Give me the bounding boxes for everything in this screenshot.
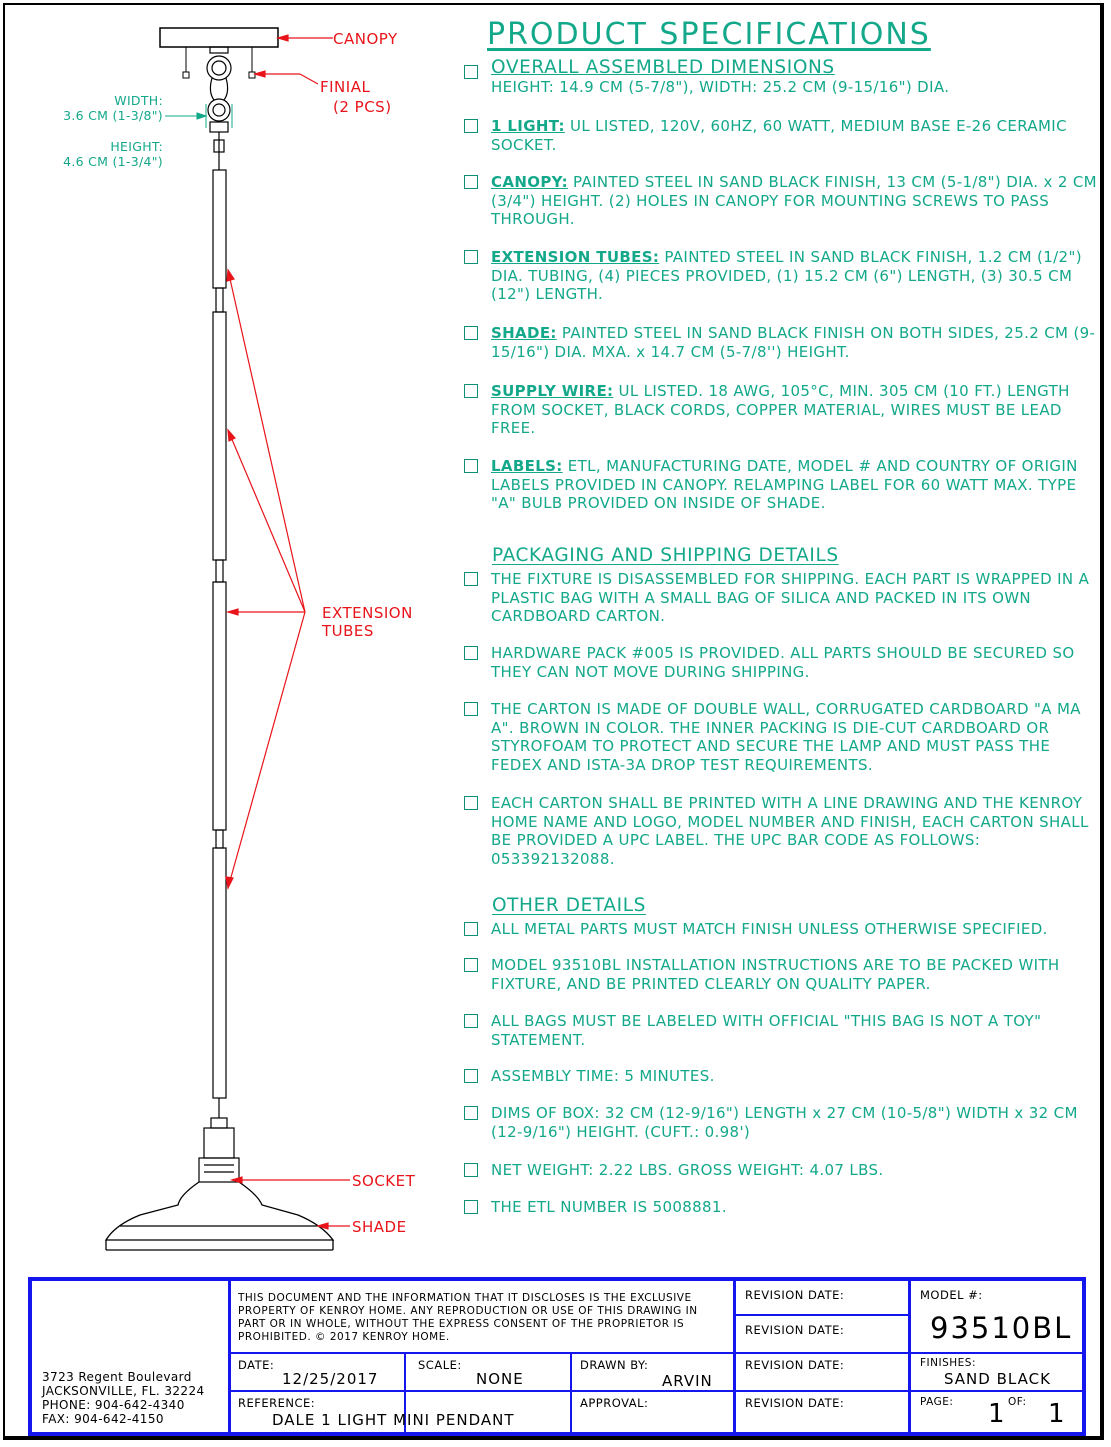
checkbox[interactable] bbox=[464, 646, 478, 660]
finial-screws bbox=[183, 47, 255, 78]
page-label: PAGE: bbox=[920, 1396, 954, 1408]
finial-qty-label: (2 PCS) bbox=[333, 98, 392, 116]
finial-label: FINIAL bbox=[320, 78, 371, 96]
socket-label: SOCKET bbox=[352, 1172, 416, 1190]
other-heading: OTHER DETAILS bbox=[492, 895, 646, 916]
shade-keyword: SHADE: bbox=[491, 324, 557, 342]
shade-label: SHADE bbox=[352, 1218, 407, 1236]
tb-divider bbox=[733, 1352, 908, 1354]
model-number: 93510BL bbox=[930, 1311, 1073, 1345]
tb-divider bbox=[733, 1277, 736, 1436]
other-text: ALL METAL PARTS MUST MATCH FINISH UNLESS OTHERWISE SPECIFIED. bbox=[491, 920, 1048, 938]
other-item bbox=[464, 1067, 1104, 1086]
spec-labels bbox=[464, 457, 1104, 513]
tb-divider bbox=[733, 1314, 908, 1316]
packaging-heading: PACKAGING AND SHIPPING DETAILS bbox=[492, 545, 839, 566]
packaging-text: HARDWARE PACK #005 IS PROVIDED. ALL PARTS SHOULD BE SECURED SO THEY CAN NOT MOVE DURING SHIPPING. bbox=[491, 644, 1075, 681]
checkbox[interactable] bbox=[464, 119, 478, 133]
labels-text: ETL, MANUFACTURING DATE, MODEL # AND COUNTRY OF ORIGIN LABELS PROVIDED IN CANOPY. RELAMPING LABEL FOR 60 WATT MAX. TYPE "A" BULB PROVIDED ON INSIDE OF SHADE. bbox=[491, 457, 1078, 513]
other-item bbox=[464, 1161, 1104, 1180]
address-line: 3723 Regent Boulevard bbox=[42, 1370, 192, 1384]
wire-text: UL LISTED. 18 AWG, 105°C, MIN. 305 CM (10 FT.) LENGTH FROM SOCKET, BLACK CORDS, COPPER MATERIAL, WIRES MUST BE LEAD FREE. bbox=[491, 382, 1070, 438]
tb-border-right bbox=[1082, 1277, 1086, 1436]
checkbox[interactable] bbox=[464, 384, 478, 398]
tb-border-bottom bbox=[28, 1432, 1086, 1436]
checkbox[interactable] bbox=[464, 250, 478, 264]
spec-canopy bbox=[464, 173, 1104, 229]
width-label bbox=[20, 93, 163, 123]
packaging-text: EACH CARTON SHALL BE PRINTED WITH A LINE DRAWING AND THE KENROY HOME NAME AND LOGO, MODEL NUMBER AND FINISH, EACH CARTON SHALL BE PROVIDED A UPC LABEL. THE UPC BAR CODE AS FOLLOWS: 053392132088. bbox=[491, 794, 1089, 868]
drawn-by-value: ARVIN bbox=[662, 1372, 713, 1390]
phone: PHONE: 904-642-4340 bbox=[42, 1398, 185, 1412]
tb-divider bbox=[228, 1352, 736, 1354]
checkbox[interactable] bbox=[464, 922, 478, 936]
packaging-item bbox=[464, 570, 1104, 626]
other-item bbox=[464, 1198, 1104, 1217]
tb-divider bbox=[228, 1390, 736, 1392]
checkbox[interactable] bbox=[464, 572, 478, 586]
spec-overall bbox=[464, 59, 1104, 96]
light-keyword: 1 LIGHT: bbox=[491, 117, 565, 135]
shade-text: PAINTED STEEL IN SAND BLACK FINISH ON BOTH SIDES, 25.2 CM (9-15/16") DIA. MXA. x 14.7 CM (5-7/8'') HEIGHT. bbox=[491, 324, 1096, 361]
other-text: ALL BAGS MUST BE LABELED WITH OFFICIAL "THIS BAG IS NOT A TOY" STATEMENT. bbox=[491, 1012, 1042, 1049]
packaging-text: THE CARTON IS MADE OF DOUBLE WALL, CORRUGATED CARDBOARD "A MA A". BROWN IN COLOR. THE INNER PACKING IS DIE-CUT CARDBOARD OR STYROFOAM TO PROTECT AND SECURE THE LAMP AND MUST PASS THE FEDEX AND ISTA-3A DROP TEST REQUIREMENTS. bbox=[491, 700, 1081, 774]
checkbox[interactable] bbox=[464, 958, 478, 972]
other-item bbox=[464, 956, 1104, 993]
tb-border-left bbox=[28, 1277, 32, 1436]
extension-label-line2: TUBES bbox=[322, 622, 374, 640]
other-text: DIMS OF BOX: 32 CM (12-9/16") LENGTH x 27 CM (10-5/8") WIDTH x 32 CM (12-9/16") HEIGHT. (CUFT.: 0.98') bbox=[491, 1104, 1078, 1141]
width-label-text: WIDTH: bbox=[114, 93, 163, 108]
packaging-item bbox=[464, 794, 1104, 868]
overall-heading: OVERALL ASSEMBLED DIMENSIONS bbox=[491, 57, 835, 78]
checkbox[interactable] bbox=[464, 1106, 478, 1120]
width-value: 3.6 CM (1-3/8") bbox=[63, 108, 163, 123]
checkbox[interactable] bbox=[464, 326, 478, 340]
reference-value: DALE 1 LIGHT MINI PENDANT bbox=[272, 1411, 515, 1429]
date-label: DATE: bbox=[238, 1358, 275, 1372]
revision-date-label: REVISION DATE: bbox=[745, 1396, 845, 1410]
page-total: 1 bbox=[1048, 1399, 1066, 1429]
shade-shape bbox=[106, 1182, 333, 1250]
checkbox[interactable] bbox=[464, 459, 478, 473]
revision-date-label: REVISION DATE: bbox=[745, 1288, 845, 1302]
finishes-label: FINISHES: bbox=[920, 1357, 976, 1369]
height-value: 4.6 CM (1-3/4") bbox=[63, 154, 163, 169]
tb-divider bbox=[228, 1277, 231, 1436]
wire-keyword: SUPPLY WIRE: bbox=[491, 382, 614, 400]
spec-light bbox=[464, 117, 1104, 154]
scale-value: NONE bbox=[476, 1370, 524, 1388]
canopy-shape bbox=[160, 28, 278, 47]
labels-keyword: LABELS: bbox=[491, 457, 563, 475]
other-text: MODEL 93510BL INSTALLATION INSTRUCTIONS ARE TO BE PACKED WITH FIXTURE, AND BE PRINTED CLEARLY ON QUALITY PAPER. bbox=[491, 956, 1060, 993]
extension-tubes-label bbox=[322, 604, 413, 640]
revision-date-label: REVISION DATE: bbox=[745, 1323, 845, 1337]
canopy-label: CANOPY bbox=[333, 30, 398, 48]
extension-text: PAINTED STEEL IN SAND BLACK FINISH, 1.2 CM (1/2") DIA. TUBING, (4) PIECES PROVIDED, (1) 15.2 CM (6") LENGTH, (3) 30.5 CM (12") LENGTH. bbox=[491, 248, 1082, 304]
checkbox[interactable] bbox=[464, 1014, 478, 1028]
other-text: NET WEIGHT: 2.22 LBS. GROSS WEIGHT: 4.07 LBS. bbox=[491, 1161, 884, 1179]
checkbox[interactable] bbox=[464, 1069, 478, 1083]
other-item bbox=[464, 1012, 1104, 1049]
reference-label: REFERENCE: bbox=[238, 1396, 316, 1410]
other-text: ASSEMBLY TIME: 5 MINUTES. bbox=[491, 1067, 715, 1085]
drawn-by-label: DRAWN BY: bbox=[580, 1358, 649, 1372]
height-label bbox=[20, 139, 163, 169]
tb-divider bbox=[908, 1277, 911, 1436]
checkbox[interactable] bbox=[464, 1163, 478, 1177]
tb-divider bbox=[908, 1352, 1086, 1354]
packaging-text: THE FIXTURE IS DISASSEMBLED FOR SHIPPING. EACH PART IS WRAPPED IN A PLASTIC BAG WITH A SMALL BAG OF SILICA AND PACKED IN ITS OWN CARDBOARD CARTON. bbox=[491, 570, 1090, 626]
light-text: UL LISTED, 120V, 60HZ, 60 WATT, MEDIUM BASE E-26 CERAMIC SOCKET. bbox=[491, 117, 1067, 154]
canopy-keyword: CANOPY: bbox=[491, 173, 568, 191]
other-item bbox=[464, 920, 1104, 939]
spec-extension bbox=[464, 248, 1104, 304]
page-title: PRODUCT SPECIFICATIONS bbox=[487, 17, 931, 52]
of-label: OF: bbox=[1008, 1396, 1027, 1408]
address-line: JACKSONVILLE, FL. 32224 bbox=[42, 1384, 205, 1398]
canopy-text: PAINTED STEEL IN SAND BLACK FINISH, 13 CM (5-1/8") DIA. x 2 CM (3/4") HEIGHT. (2) HOLES IN CANOPY FOR MOUNTING SCREWS TO PASS THROUGH. bbox=[491, 173, 1097, 229]
packaging-item bbox=[464, 700, 1104, 774]
height-label-text: HEIGHT: bbox=[110, 139, 163, 154]
overall-text: HEIGHT: 14.9 CM (5-7/8"), WIDTH: 25.2 CM (9-15/16") DIA. bbox=[491, 77, 950, 96]
loop-assembly bbox=[207, 47, 231, 170]
model-label: MODEL #: bbox=[920, 1288, 983, 1302]
finishes-value: SAND BLACK bbox=[944, 1370, 1051, 1388]
extension-tubes bbox=[213, 170, 226, 1118]
extension-keyword: EXTENSION TUBES: bbox=[491, 248, 660, 266]
date-value: 12/25/2017 bbox=[282, 1370, 379, 1388]
other-item bbox=[464, 1104, 1104, 1141]
tb-border-top bbox=[28, 1277, 1086, 1281]
checkbox[interactable] bbox=[464, 796, 478, 810]
other-text: THE ETL NUMBER IS 5008881. bbox=[491, 1198, 727, 1216]
legal-notice: THIS DOCUMENT AND THE INFORMATION THAT IT DISCLOSES IS THE EXCLUSIVE PROPERTY OF KENROY HOME. ANY REPRODUCTION OR USE OF THIS DRAWING IN PART OR IN WHOLE, WITHOUT THE EXPRESS CONSENT OF THE PROPRIETOR IS PROHIBITED. © 2017 KENROY HOME. bbox=[238, 1292, 698, 1343]
packaging-item bbox=[464, 644, 1104, 681]
scale-label: SCALE: bbox=[418, 1358, 462, 1372]
checkbox[interactable] bbox=[464, 702, 478, 716]
spec-wire bbox=[464, 382, 1104, 438]
tb-divider bbox=[570, 1353, 572, 1436]
page-number: 1 bbox=[988, 1399, 1006, 1429]
fax: FAX: 904-642-4150 bbox=[42, 1412, 164, 1426]
extension-label-line1: EXTENSION bbox=[322, 604, 413, 622]
revision-date-label: REVISION DATE: bbox=[745, 1358, 845, 1372]
company-address bbox=[42, 1370, 205, 1426]
approval-label: APPROVAL: bbox=[580, 1396, 649, 1410]
checkbox[interactable] bbox=[464, 175, 478, 189]
checkbox[interactable] bbox=[464, 65, 478, 79]
socket-shape bbox=[199, 1118, 239, 1182]
tb-divider bbox=[908, 1390, 1086, 1392]
checkbox[interactable] bbox=[464, 1200, 478, 1214]
dimension-leaders bbox=[165, 104, 232, 128]
tb-divider bbox=[733, 1390, 908, 1392]
spec-shade bbox=[464, 324, 1104, 361]
